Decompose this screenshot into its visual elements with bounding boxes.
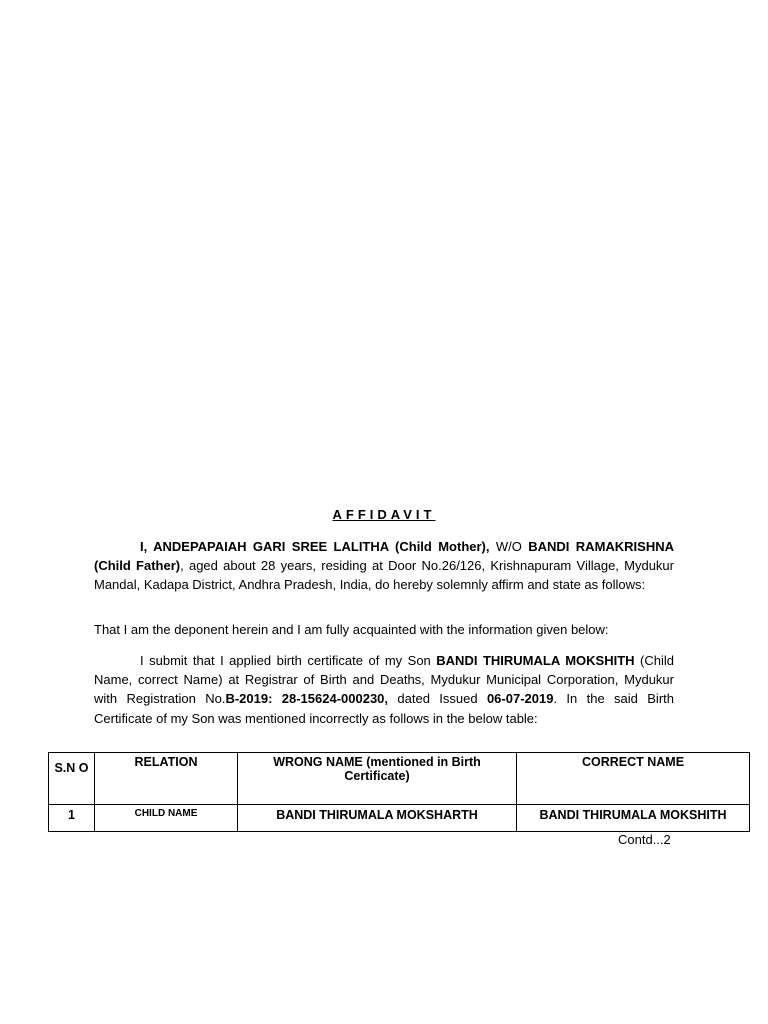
wife-of-text: W/O — [489, 539, 529, 554]
submission-rest: . In the said Birth Certificate of my Son was mentioned incorrectly as follows in the below table: — [94, 691, 674, 726]
submission-mid: (Child Name, correct Name) at Registrar of Birth and Deaths, Mydukur Municipal Corporation, Mydukur with Registration No. — [94, 653, 674, 707]
continued-marker: Contd...2 — [618, 832, 671, 847]
submission-paragraph — [94, 651, 674, 728]
table-header-row — [49, 753, 750, 805]
deponent-name: I, ANDEPAPAIAH GARI SREE LALITHA (Child Mother), — [140, 539, 490, 554]
deponent-details: , aged about 28 years, residing at Door No.26/126, Krishnapuram Village, Mydukur Mandal, Kadapa District, Andhra Pradesh, India, do hereby solemnly affirm and state as follows: — [94, 558, 674, 593]
cell-relation: CHILD NAME — [95, 805, 238, 832]
affidavit-title: AFFIDAVIT — [332, 507, 436, 522]
header-sno: S.N O — [49, 753, 95, 805]
cell-correct-name: BANDI THIRUMALA MOKSHITH — [517, 805, 750, 832]
father-name: BANDI RAMAKRISHNA (Child Father) — [94, 539, 675, 574]
registration-number: B-2019: 28-15624-000230, — [225, 691, 389, 707]
acquainted-paragraph: That I am the deponent herein and I am fully acquainted with the information given below: — [94, 622, 609, 637]
deponent-paragraph — [94, 537, 674, 595]
header-wrong-name: WRONG NAME (mentioned in Birth Certificate) — [238, 753, 517, 805]
header-relation: RELATION — [95, 753, 238, 805]
cell-sno: 1 — [49, 805, 95, 832]
table-row — [49, 805, 750, 832]
dated-text: dated Issued — [388, 691, 487, 707]
submission-intro: I submit that I applied birth certificate of my Son — [140, 653, 437, 668]
name-correction-table — [48, 752, 750, 832]
header-correct-name: CORRECT NAME — [517, 753, 750, 805]
child-name: BANDI THIRUMALA MOKSHITH — [436, 653, 635, 668]
issue-date: 06-07-2019 — [486, 691, 554, 707]
cell-wrong-name: BANDI THIRUMALA MOKSHARTH — [238, 805, 517, 832]
